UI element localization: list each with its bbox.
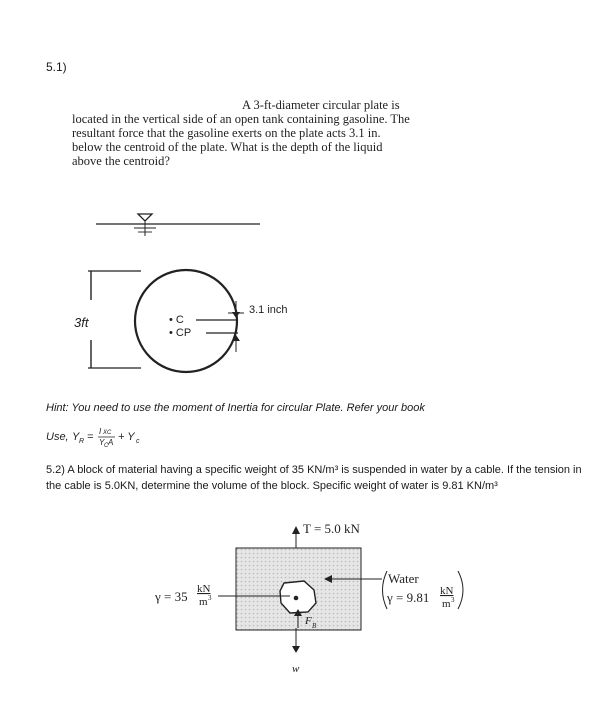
water-right-bracket xyxy=(458,571,463,609)
formula-denominator: Y xyxy=(99,438,105,447)
question-5-1-body: located in the vertical side of an open tank containing gasoline. The resultant force that the gasoline exerts on the plate acts 3.1 in. below the centroid of the plate. What is the depth of the liquid above the centroid? xyxy=(72,112,410,168)
gasoline-tank-figure xyxy=(74,214,288,372)
formula-denominator-area: A xyxy=(108,438,114,447)
question-5-2-text: 5.2) A block of material having a specific weight of 35 KN/m³ is suspended in water by a cable. If the tension in the cable is 5.0KN, determine the volume of the block. Specific weight of water is 9.81 KN/m³ xyxy=(46,464,582,492)
circular-plate xyxy=(135,270,237,372)
block-gamma-unit-top: kN xyxy=(197,583,211,595)
formula-numerator: I xyxy=(99,427,102,436)
water-gamma-label: γ = 9.81 xyxy=(387,590,430,605)
tension-label: T = 5.0 kN xyxy=(303,521,360,536)
buoyant-force-subscript: B xyxy=(312,622,317,630)
formula-lhs-subscript: R xyxy=(79,438,85,445)
question-5-1-first-line: A 3-ft-diameter circular plate is xyxy=(242,98,400,112)
block-gamma-unit-bottom: m xyxy=(199,596,208,608)
formula xyxy=(46,427,140,449)
free-surface-triangle-icon xyxy=(138,214,152,221)
water-label: Water xyxy=(388,571,419,586)
formula-denominator-subscript: C xyxy=(104,443,109,449)
block-gamma-label: γ = 35 xyxy=(155,589,188,604)
centroid-label: • C xyxy=(169,314,184,326)
block-gamma-unit-exponent: 3 xyxy=(208,594,212,602)
center-of-pressure-label: • CP xyxy=(169,327,192,339)
question-5-1-number: 5.1) xyxy=(46,60,67,74)
water-gamma-unit-top: kN xyxy=(440,585,454,597)
formula-numerator-subscript: XC xyxy=(103,430,112,436)
formula-plus-term: + Y xyxy=(118,431,135,443)
tension-arrow-icon xyxy=(292,526,300,534)
formula-lhs: Y xyxy=(72,431,80,443)
diameter-label: 3ft xyxy=(74,315,89,330)
weight-label: w xyxy=(292,663,300,675)
hint-text: Hint: You need to use the moment of Inertia for circular Plate. Refer your book xyxy=(46,402,425,414)
offset-arrow-down-icon xyxy=(232,312,240,318)
formula-plus-subscript: c xyxy=(136,438,140,445)
block-center-dot xyxy=(294,596,299,601)
offset-label: 3.1 inch xyxy=(249,304,288,316)
weight-arrow-icon xyxy=(292,646,300,653)
buoyant-force-label: F xyxy=(305,615,312,627)
water-gamma-unit-bottom: m xyxy=(442,598,451,610)
water-gamma-unit-exponent: 3 xyxy=(451,596,455,604)
block-in-water-figure xyxy=(154,521,463,675)
formula-equals: = xyxy=(87,431,94,443)
formula-use-word: Use, xyxy=(46,431,69,443)
